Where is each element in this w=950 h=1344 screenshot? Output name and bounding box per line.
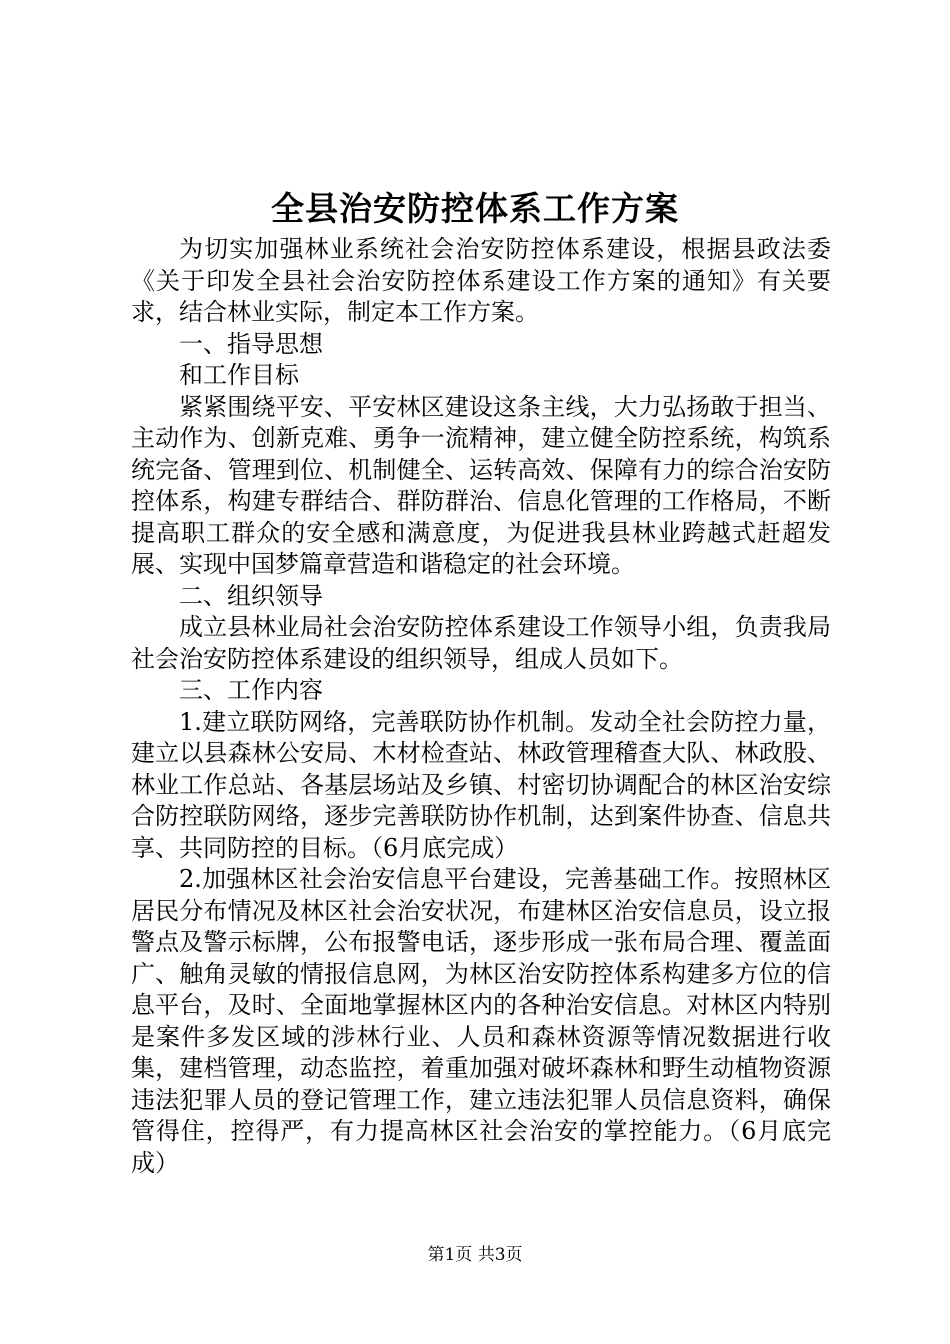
work-item-1-paragraph: 1.建立联防网络，完善联防协作机制。发动全社会防控力量，建立以县森林公安局、木材检查站、林政管理稽查大队、林政股、林业工作总站、各基层场站及乡镇、村密切协调配合的林区治安综合防控联防网络，逐步完善联防协作机制，达到案件协查、信息共享、共同防控的目标。（6月底完成）: [131, 707, 831, 862]
work-item-2-paragraph: 2.加强林区社会治安信息平台建设，完善基础工作。按照林区居民分布情况及林区社会治安状况，布建林区治安信息员，设立报警点及警示标牌，公布报警电话，逐步形成一张布局合理、覆盖面广、触角灵敏的情报信息网，为林区治安防控体系构建多方位的信息平台，及时、全面地掌握林区内的各种治安信息。对林区内特别是案件多发区域的涉林行业、人员和森林资源等情况数据进行收集，建档管理，动态监控，着重加强对破坏森林和野生动植物资源违法犯罪人员的登记管理工作，建立违法犯罪人员信息资料，确保管得住，控得严，有力提高林区社会治安的掌控能力。（6月底完成）: [131, 865, 831, 1177]
document-body: [131, 234, 831, 1179]
intro-paragraph: 为切实加强林业系统社会治安防控体系建设，根据县政法委《关于印发全县社会治安防控体系建设工作方案的通知》有关要求，结合林业实际，制定本工作方案。: [131, 235, 831, 326]
document-title: 全县治安防控体系工作方案: [271, 189, 679, 228]
section-heading-leadership: 二、组织领导: [179, 581, 323, 610]
page-number-footer: 第1页 共3页: [427, 1245, 523, 1265]
goals-paragraph: 紧紧围绕平安、平安林区建设这条主线，大力弘扬敢于担当、主动作为、创新克难、勇争一流精神，建立健全防控系统，构筑系统完备、管理到位、机制健全、运转高效、保障有力的综合治安防控体系，构建专群结合、群防群治、信息化管理的工作格局，不断提高职工群众的安全感和满意度，为促进我县林业跨越式赶超发展、实现中国梦篇章营造和谐稳定的社会环境。: [131, 392, 831, 578]
leadership-paragraph: 成立县林业局社会治安防控体系建设工作领导小组，负责我局社会治安防控体系建设的组织领导，组成人员如下。: [131, 613, 831, 673]
section-heading-guiding-thought: 一、指导思想: [179, 329, 323, 358]
section-heading-work-goals: 和工作目标: [179, 361, 299, 389]
section-heading-work-content: 三、工作内容: [179, 676, 323, 704]
